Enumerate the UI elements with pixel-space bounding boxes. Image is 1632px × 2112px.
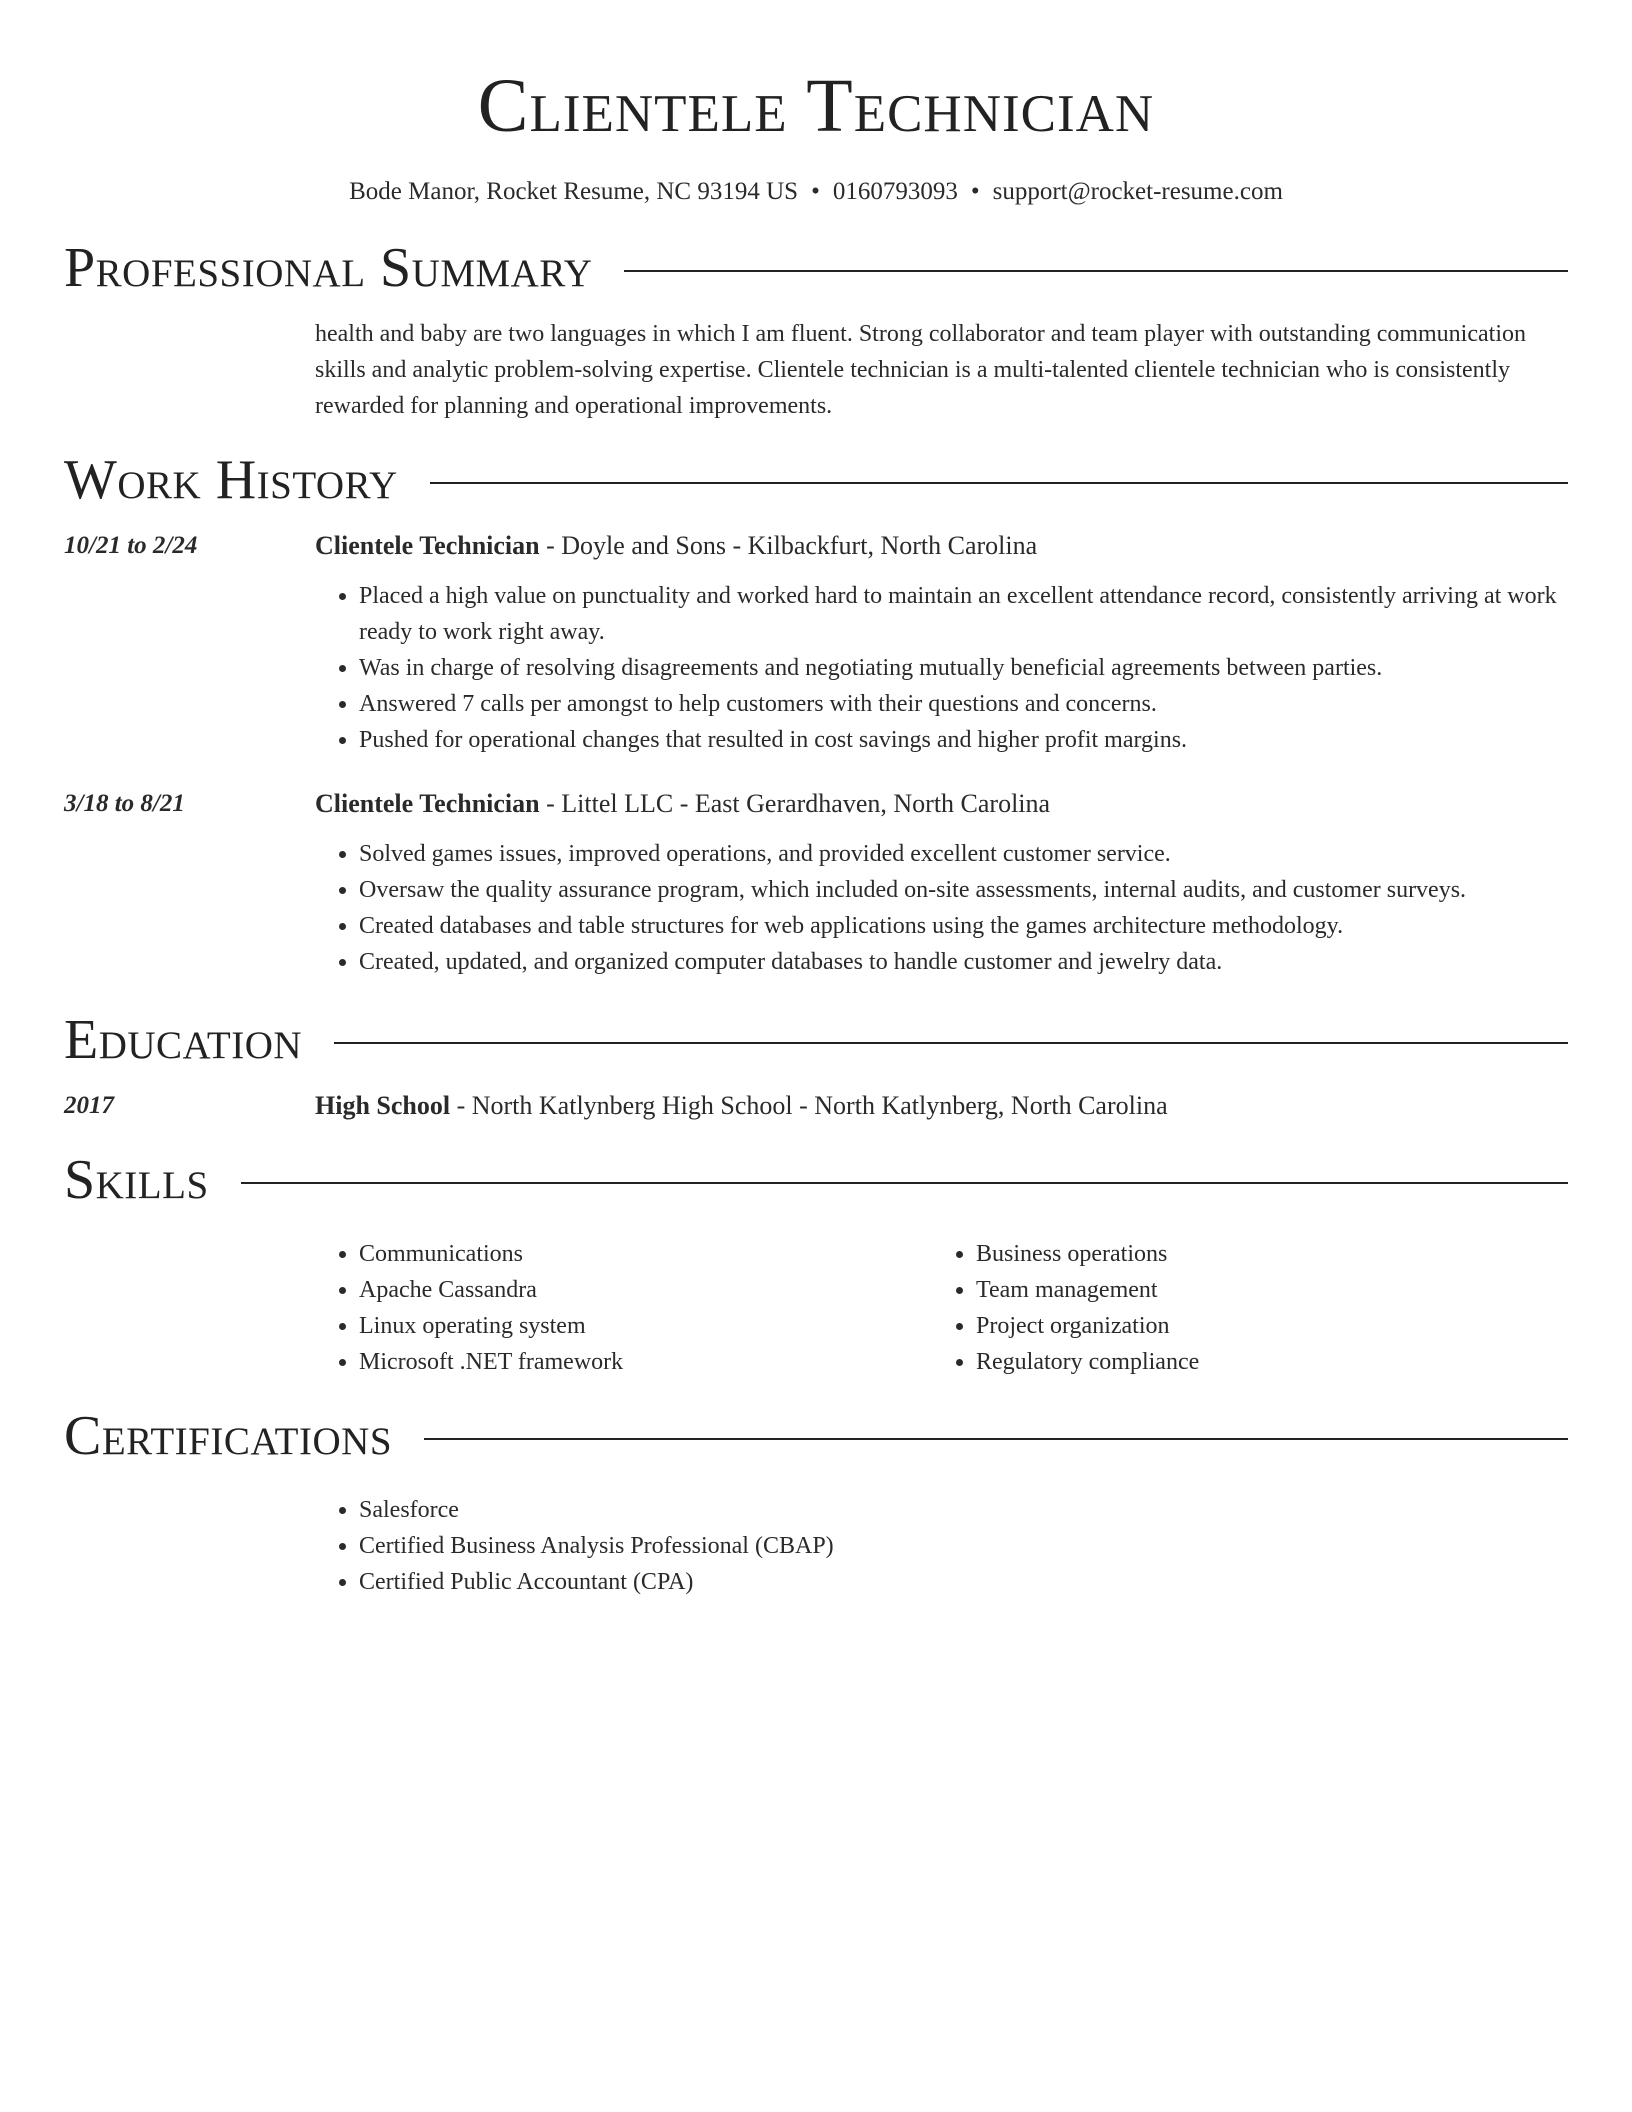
list-item: • Microsoft .NET framework [359,1344,932,1380]
contact-separator: • [811,178,820,205]
section-title: Education [64,1009,303,1071]
job-dates: 3/18 to 8/21 [64,790,185,817]
job-dates: 10/21 to 2/24 [64,532,198,559]
section-certifications [64,1404,1568,1600]
certifications-list [315,1492,1568,1600]
list-item: • Communications [359,1236,932,1272]
list-item: • Answered 7 calls per amongst to help customers with their questions and concerns. [359,686,1568,722]
section-divider [424,1438,1568,1440]
contact-address: Bode Manor, Rocket Resume, NC 93194 US [349,178,799,205]
education-degree: High School [315,1091,451,1120]
education-year: 2017 [64,1092,114,1119]
job-bullets [315,578,1568,758]
job-body [315,786,1568,980]
list-item: • Pushed for operational changes that resulted in cost savings and higher profit margins. [359,722,1568,758]
section-title: Certifications [64,1405,393,1467]
list-item: • Regulatory compliance [976,1344,1549,1380]
certifications-content [315,1492,1568,1600]
education-body [315,1088,1568,1124]
section-divider [241,1182,1568,1184]
resume-name: Clientele Technician [477,64,1155,148]
list-item: • Created, updated, and organized computer databases to handle customer and jewelry data. [359,944,1568,980]
job-entry [64,786,1568,980]
section-professional-summary [64,236,1568,424]
list-item: • Oversaw the quality assurance program, which included on-site assessments, internal audits, and customer surveys. [359,872,1568,908]
list-item: • Certified Public Accountant (CPA) [359,1564,1568,1600]
section-header [64,448,1568,512]
job-entry [64,528,1568,758]
section-divider [430,482,1568,484]
contact-separator: • [970,178,980,205]
job-body [315,528,1568,758]
education-school-location: - North Katlynberg High School - North Katlynberg, North Carolina [450,1091,1168,1120]
section-divider [334,1042,1568,1044]
list-item: • Business operations [976,1236,1549,1272]
section-header [64,1148,1568,1212]
summary-text: health and baby are two languages in which I am fluent. Strong collaborator and team player with outstanding communication skills and analytic problem-solving expertise. Clientele technician is a multi-talented clientele technician who is consistently rewarded for planning and operational improvements. [315,321,1526,419]
list-item: • Was in charge of resolving disagreements and negotiating mutually beneficial agreements between parties. [359,650,1568,686]
skills-column-left [315,1236,932,1380]
list-item: • Created databases and table structures for web applications using the games architecture methodology. [359,908,1568,944]
section-header [64,1008,1568,1072]
skills-column-right [932,1236,1549,1380]
job-heading [315,528,1568,564]
section-work-history [64,448,1568,980]
list-item: • Placed a high value on punctuality and worked hard to maintain an excellent attendance record, consistently arriving at work ready to work right away. [359,578,1568,650]
list-item: • Team management [976,1272,1549,1308]
section-title: Work History [64,449,398,511]
job-employer-location: - Littel LLC - East Gerardhaven, North Carolina [539,789,1051,818]
job-title: Clientele Technician [315,531,540,560]
education-heading [315,1088,1568,1124]
contact-phone: 0160793093 [832,178,958,205]
contact-email: support@rocket-resume.com [992,178,1283,205]
summary-content [315,316,1568,424]
section-title: Professional Summary [64,237,593,299]
contact-line [64,176,1568,208]
job-title: Clientele Technician [315,789,540,818]
section-title: Skills [64,1149,209,1211]
list-item: • Apache Cassandra [359,1272,932,1308]
list-item: • Linux operating system [359,1308,932,1344]
education-entry [64,1088,1568,1124]
section-skills [64,1148,1568,1380]
job-bullets [315,836,1568,980]
skills-list [315,1236,932,1380]
skills-list [932,1236,1549,1380]
section-education [64,1008,1568,1124]
list-item: • Project organization [976,1308,1549,1344]
skills-grid [315,1236,1568,1380]
list-item: • Certified Business Analysis Professional (CBAP) [359,1528,1568,1564]
job-heading [315,786,1568,822]
list-item: • Salesforce [359,1492,1568,1528]
job-employer-location: - Doyle and Sons - Kilbackfurt, North Carolina [539,531,1038,560]
section-divider [624,270,1568,272]
list-item: • Solved games issues, improved operations, and provided excellent customer service. [359,836,1568,872]
section-header [64,1404,1568,1468]
section-header [64,236,1568,300]
